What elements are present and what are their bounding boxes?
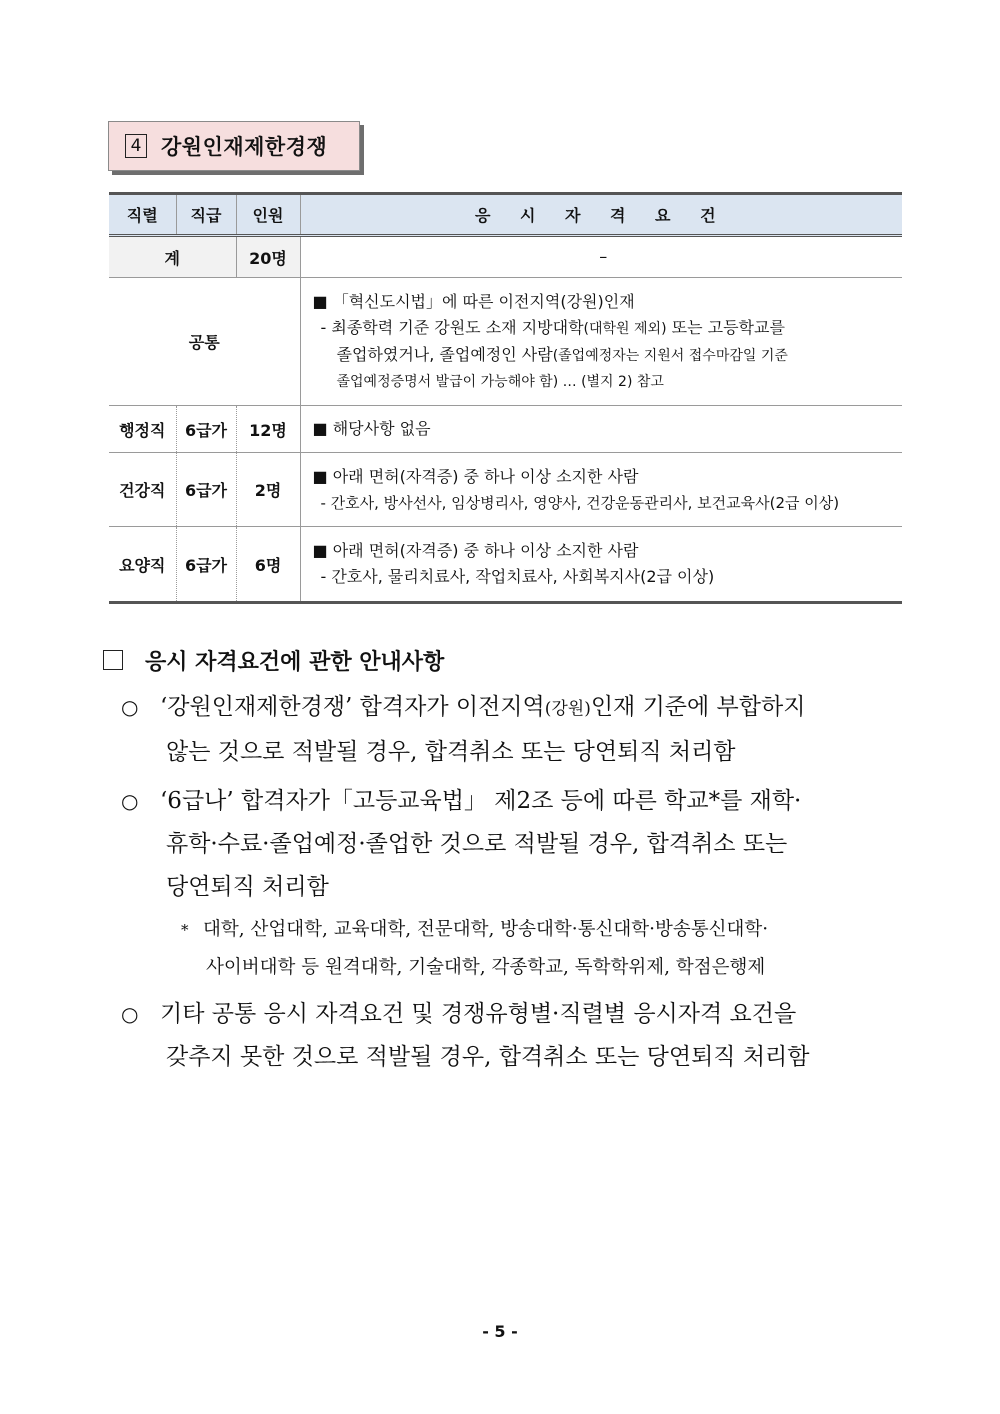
- common-sub-line-2: [313, 342, 895, 369]
- notice-item-line: 기타 공통 응시 자격요건 및 경쟁유형별·직렬별 응시자격 요건을: [160, 1001, 797, 1027]
- header-requirement: 응 시 자 격 요 건: [300, 194, 902, 236]
- circle-bullet-icon: ○: [121, 1002, 139, 1026]
- row-bullet: ■ 해당사항 없음: [312, 419, 431, 438]
- notice-title: 응시 자격요건에 관한 안내사항: [145, 649, 445, 675]
- section-heading: [108, 121, 360, 171]
- square-icon: [103, 650, 123, 670]
- common-requirement: [300, 278, 902, 406]
- row-requirement: [300, 527, 902, 603]
- row-count: 12명: [236, 406, 300, 453]
- notice-item: [103, 993, 913, 1079]
- page-number: - 5 -: [482, 1322, 518, 1341]
- footnote: [103, 911, 913, 987]
- header-grade: 직급: [176, 194, 236, 236]
- header-series: 직렬: [109, 194, 176, 236]
- common-sub-line-1: [313, 315, 895, 342]
- table-row-total: [109, 236, 902, 278]
- row-series: 행정직: [109, 406, 176, 453]
- common-sub-line-2b: (졸업예정자는 지원서 접수마감일 기준: [552, 347, 788, 364]
- row-series: 요양직: [109, 527, 176, 603]
- notice-item-line-b: (강원): [544, 699, 591, 719]
- section-title: 강원인재제한경쟁: [161, 135, 328, 159]
- table-header-row: [109, 194, 902, 236]
- notice-item-line: ‘6급나’ 합격자가「고등교육법」 제2조 등에 따른 학교*를 재학·: [160, 788, 802, 814]
- notice-item: [103, 686, 913, 774]
- row-bullet: ■ 아래 면허(자격증) 중 하나 이상 소지한 사람: [312, 466, 639, 486]
- common-sub-line-1a: - 최종학력 기준 강원도 소재 지방대학: [320, 317, 584, 337]
- row-series: 건강직: [109, 453, 176, 527]
- common-sub-line-1c: 또는 고등학교를: [666, 317, 785, 337]
- row-requirement: [300, 453, 902, 527]
- notice-item: [103, 780, 913, 909]
- circle-bullet-icon: ○: [121, 695, 139, 719]
- notice-heading: [103, 640, 913, 680]
- row-grade: 6급가: [176, 527, 236, 603]
- footnote-line: 대학, 산업대학, 교육대학, 전문대학, 방송대학·통신대학·방송통신대학·: [203, 919, 769, 940]
- notice-item-line: 갖추지 못한 것으로 적발될 경우, 합격취소 또는 당연퇴직 처리함: [166, 1044, 810, 1070]
- row-bullet: ■ 아래 면허(자격증) 중 하나 이상 소지한 사람: [312, 541, 639, 560]
- table-row: [109, 527, 902, 603]
- notice-item-line: 당연퇴직 처리함: [166, 874, 329, 900]
- notice-item-line: [160, 686, 913, 731]
- common-bullet: ■ 「혁신도시법」에 따른 이전지역(강원)인재: [312, 291, 635, 311]
- common-label: 공통: [109, 278, 300, 406]
- footnote-line: 사이버대학 등 원격대학, 기술대학, 각종학교, 독학학위제, 학점은행제: [206, 957, 766, 978]
- common-sub-line-1b: (대학원 제외): [583, 320, 667, 337]
- notice-item-line-a: ‘강원인재제한경쟁’ 합격자가 이전지역: [160, 694, 545, 720]
- asterisk-icon: *: [181, 921, 189, 939]
- row-count: 6명: [236, 527, 300, 603]
- table-row-common: [109, 278, 902, 406]
- total-label: 계: [109, 236, 236, 278]
- table-row: [109, 453, 902, 527]
- row-grade: 6급가: [176, 406, 236, 453]
- total-count: 20명: [236, 236, 300, 278]
- notice-item-line: 않는 것으로 적발될 경우, 합격취소 또는 당연퇴직 처리함: [166, 739, 736, 765]
- row-grade: 6급가: [176, 453, 236, 527]
- common-sub-line-3: 졸업예정증명서 발급이 가능해야 함) … (별지 2) 참고: [336, 373, 664, 390]
- row-sub: - 간호사, 물리치료사, 작업치료사, 사회복지사(2급 이상): [320, 567, 715, 586]
- row-sub: - 간호사, 방사선사, 임상병리사, 영양사, 건강운동관리사, 보건교육사(2급 이상): [320, 493, 840, 512]
- requirements-table: [109, 192, 902, 604]
- common-sub-line-2a: 졸업하였거나, 졸업예정인 사람: [336, 344, 553, 364]
- total-requirement: –: [300, 236, 902, 278]
- notice-item-line: 휴학·수료·졸업예정·졸업한 것으로 적발될 경우, 합격취소 또는: [166, 831, 788, 857]
- row-count: 2명: [236, 453, 300, 527]
- header-count: 인원: [236, 194, 300, 236]
- notice-item-line-c: 인재 기준에 부합하지: [590, 694, 806, 720]
- notice-section: [103, 640, 913, 1079]
- circle-bullet-icon: ○: [121, 789, 139, 813]
- table-row: [109, 406, 902, 453]
- row-requirement: [300, 406, 902, 453]
- section-number: 4: [125, 134, 147, 158]
